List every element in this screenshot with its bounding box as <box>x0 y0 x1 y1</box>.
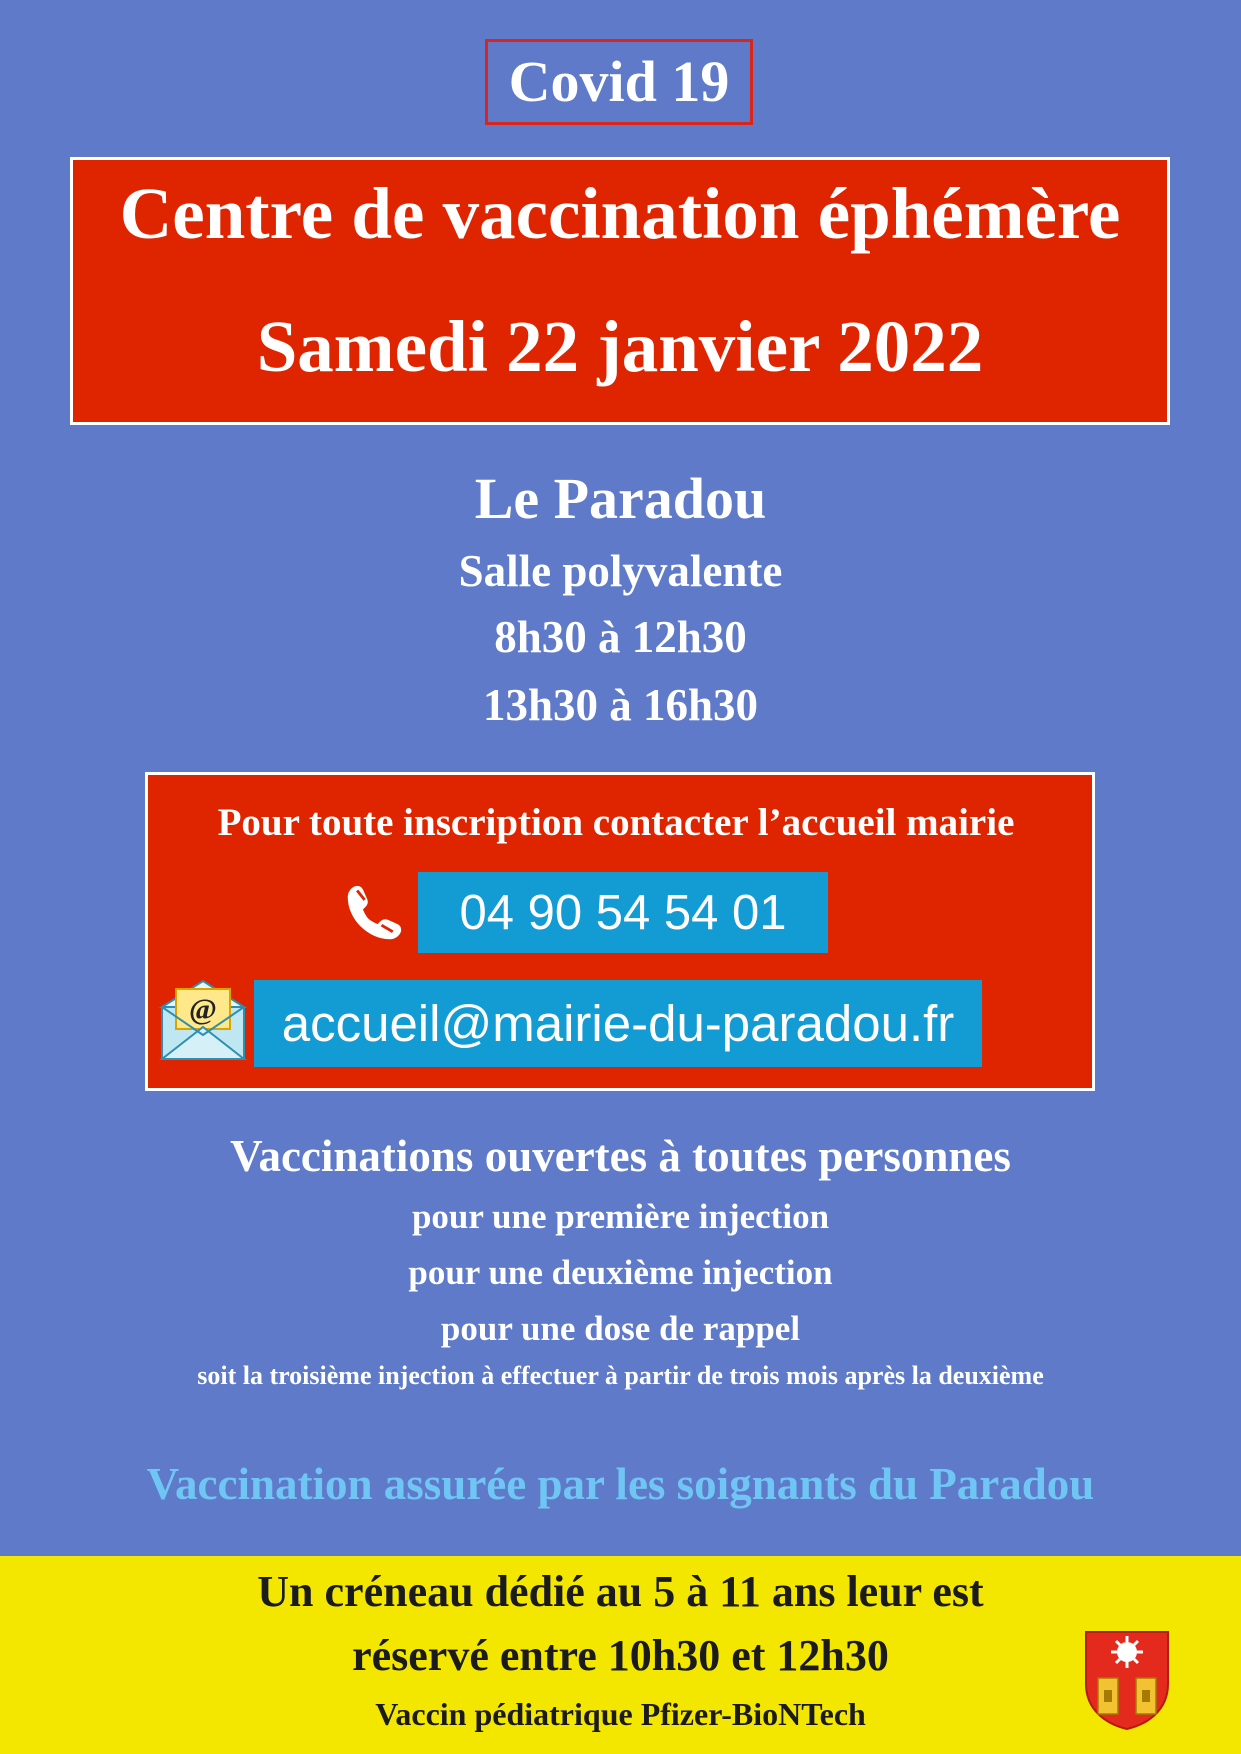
contact-panel <box>145 772 1095 1091</box>
morning-hours: 8h30 à 12h30 <box>494 612 747 662</box>
vaccination-item-second: pour une deuxième injection <box>408 1253 833 1292</box>
svg-text:@: @ <box>189 993 217 1026</box>
vaccination-item-first: pour une première injection <box>411 1197 830 1236</box>
afternoon-hours: 13h30 à 16h30 <box>482 680 759 730</box>
booster-note: soit la troisième injection à effectuer à partir de trois mois après la deuxième <box>197 1361 1044 1390</box>
headline-date: Samedi 22 janvier 2022 <box>256 306 984 387</box>
vaccinations-heading: Vaccinations ouvertes à toutes personnes <box>230 1131 1011 1181</box>
venue-town: Le Paradou <box>474 466 767 531</box>
vaccination-item-booster: pour une dose de rappel <box>440 1309 801 1348</box>
venue-room: Salle polyvalente <box>458 546 783 596</box>
footer-line-1: Un créneau dédié au 5 à 11 ans leur est <box>257 1567 984 1616</box>
phone-icon <box>343 883 405 943</box>
email-envelope-icon <box>158 977 248 1063</box>
footer-line-3: Vaccin pédiatrique Pfizer-BioNTech <box>375 1696 866 1732</box>
municipal-crest-icon <box>1082 1628 1172 1731</box>
children-slot-footer <box>0 1556 1241 1754</box>
contact-heading: Pour toute inscription contacter l’accueil mairie <box>217 801 1015 844</box>
headline-title: Centre de vaccination éphémère <box>119 173 1121 254</box>
covid-label-box <box>485 39 753 125</box>
headline-banner <box>70 157 1170 425</box>
email-address[interactable]: accueil@mairie-du-paradou.fr <box>254 980 982 1067</box>
phone-number[interactable]: 04 90 54 54 01 <box>418 872 828 953</box>
covid-label: Covid 19 <box>508 49 730 114</box>
footer-line-2: réservé entre 10h30 et 12h30 <box>352 1631 889 1680</box>
caregivers-line: Vaccination assurée par les soignants du Paradou <box>146 1459 1095 1509</box>
